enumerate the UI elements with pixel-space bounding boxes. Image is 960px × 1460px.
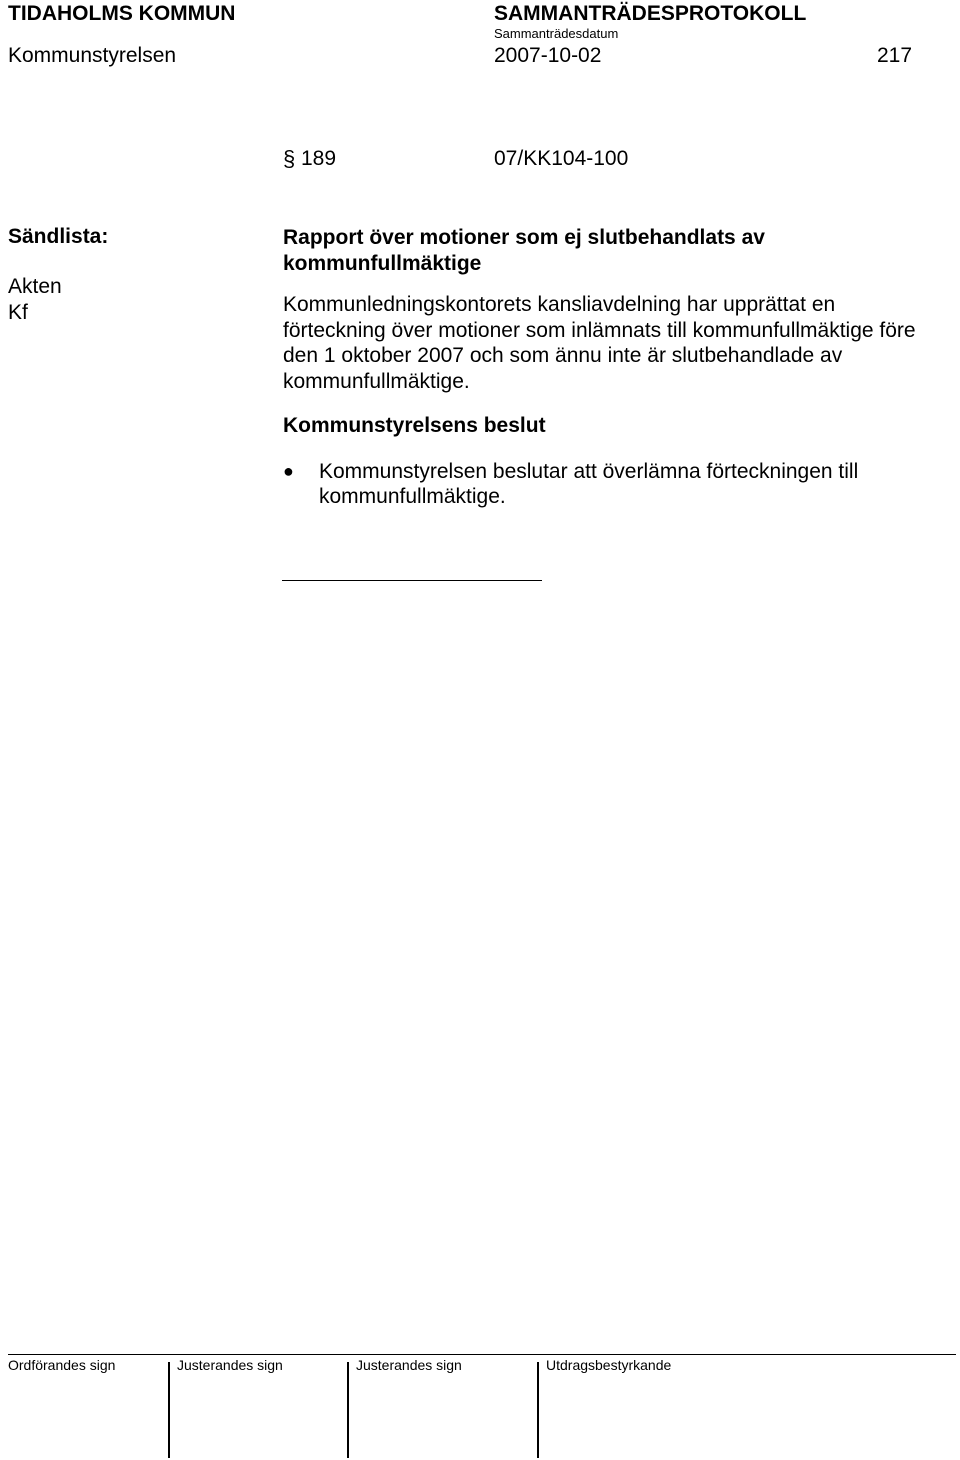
document-type: SAMMANTRÄDESPROTOKOLL — [494, 2, 807, 25]
distribution-recipient: Kf — [8, 301, 28, 324]
footer-label-chair-sign: Ordförandes sign — [8, 1357, 116, 1373]
case-number: 07/KK104-100 — [494, 147, 629, 170]
distribution-label: Sändlista: — [8, 225, 109, 248]
footer-separator — [537, 1362, 539, 1458]
meeting-date: 2007-10-02 — [494, 44, 602, 67]
section-symbol: § — [283, 146, 296, 171]
page-number: 217 — [877, 44, 913, 67]
decision-text: Kommunstyrelsen beslutar att överlämna förteckningen till kommunfullmäktige. — [319, 459, 859, 508]
decision-list — [283, 459, 933, 510]
distribution-recipient: Akten — [8, 275, 62, 298]
decision-heading: Kommunstyrelsens beslut — [283, 414, 546, 437]
item-description: Kommunledningskontorets kansliavdelning har upprättat en förteckning över motioner som inlämnats till kommunfullmäktige före den 1 oktober 2007 och som ännu inte är slutbehandlade av kommunfullmäktige. — [283, 293, 916, 393]
footer-separator — [168, 1362, 170, 1458]
footer-rule — [8, 1354, 956, 1355]
paragraph-number: 189 — [301, 147, 337, 170]
footer-separator — [347, 1362, 349, 1458]
footer-label-certification: Utdragsbestyrkande — [546, 1357, 672, 1373]
footer-label-adjuster-sign: Justerandes sign — [356, 1357, 462, 1373]
end-rule — [282, 580, 542, 581]
committee-name: Kommunstyrelsen — [8, 44, 177, 67]
decision-item — [283, 459, 933, 510]
organization-name: TIDAHOLMS KOMMUN — [8, 2, 236, 25]
main-content — [283, 225, 933, 510]
footer-label-adjuster-sign: Justerandes sign — [177, 1357, 283, 1373]
item-title: Rapport över motioner som ej slutbehandlats av kommunfullmäktige — [283, 226, 765, 275]
date-label: Sammanträdesdatum — [494, 26, 619, 41]
bullet-icon: ● — [283, 460, 294, 481]
